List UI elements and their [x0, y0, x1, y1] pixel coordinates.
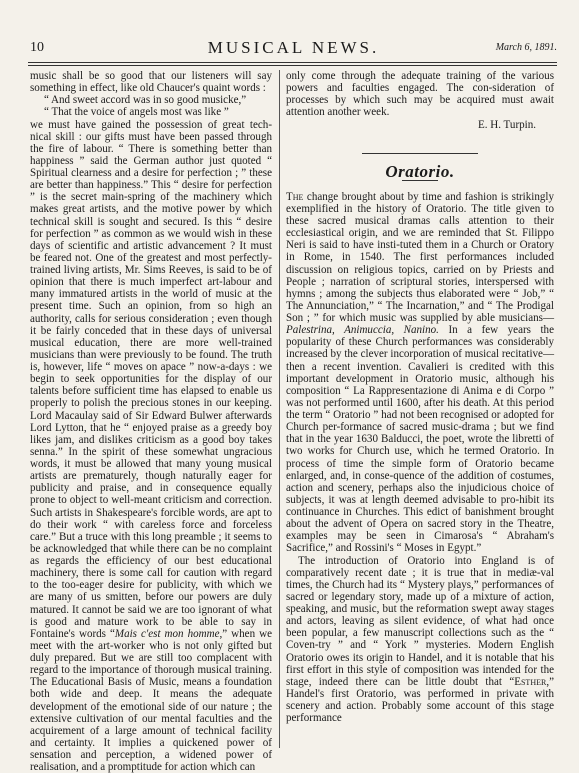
paragraph	[286, 555, 554, 725]
paragraph	[286, 191, 554, 555]
paragraph	[30, 119, 272, 773]
column-divider	[279, 70, 280, 748]
text-run: ,” Handel's first Oratorio, was performed in private with scenery and action. Probably some account of this stage performance	[286, 676, 554, 724]
text-run: we must have gained the possession of great tech-nical skill : our gifts must have been passed through the fire of labour. “ There is something better than happiness ” said the German author just quoted “ Spiritual clearness and a desire for perfection ; ” these are better than happiness.” This “ desire for perfection ” is the secret main-spring of the machinery which makes great artists, and the motive power by which technical skill is sought and secured. Is this “ desire for perfection ” as common as we would wish in these days of scientific and artistic advancement ? It must be feared not. One of the greatest and most perfectly-trained living artists, Mr. Sims Reeves, is said to be of opinion that there is much imperfect art-labour and many immatured artists in the world of music at the present time. Such an opinion, from so high an authority, calls for serious consideration ; even though it be fairly conceded that in these days of universal musical education, there are more well-trained musicians than were previously to be found. The truth is, however, life “ moves on apace ” now-a-days : we begin to seek opportunities for the display of our talents before sufficient time has elapsed to enable us properly to polish the precious stones in our keeping. Lord Macaulay said of Sir Edward Bulwer afterwards Lord Lytton, that he “ enjoyed praise as a greedy boy likes jam, and dislikes criticism as a good boy takes senna.” In the spirit of these somewhat ungracious words, it must be allowed that many young musical artists are prematurely, though naturally eager for publicity and praise, and in consequence equally prone to object to well-meant criticism and correction. Such artists in Shakespeare's forcible words, are apt to do their work “ with careless force and forceless care.” But a truce with this long preamble ; it seems to be acknowledged that while there can be no complaint as regards the efficiency of our best educational machinery, there is some call for caution with regard to the too-eager desire for publicity, with which we are many of us smitten, before our powers are duly matured. It cannot be said we are too ignorant of what is good and mature work to be able to say in Fontaine's words “	[30, 119, 272, 640]
author-signature: E. H. Turpin.	[286, 119, 554, 131]
verse-quote-line: “ And sweet accord was in so good musicke,”	[30, 94, 272, 106]
text-run: The introduction of Oratorio into England is of comparatively recent date ; it is true that in mediæ-val times, the Church had its “ Mystery plays,” performances of sacred or legendary story, made up of a mixture of action, speaking, and music, but the reformation swept away stages and actors, leaving as silent evidence, of what had once been popular, a few manuscript collections such as the “ Coven-try ” and “ York ” mysteries. Modern English Oratorio owes its origin to Handel, and it is notable that his first effort in this style of composition was intended for the stage, indeed there can be little doubt that “	[286, 555, 554, 688]
left-column	[30, 70, 272, 773]
text-run: In a few years the popularity of these Church performances was considerably increased by the clever incorporation of musical recitative—then a recent invention. Cavalieri is credited with this important development in Oratorio music, although his composition “ La Rappresentazione di Anima e di Corpo ” was not performed until 1600, after his death. At this period the term “ Oratorio ” had not been recognised or adopted for Church per-formance of sacred music-drama ; but we find that in the year 1630 Balducci, the poet, wrote the libretti of two works for Church use, which he termed Oratorio. In process of time the simple form of Oratorio became enlarged, and, in conse-quence of the addition of costumes, action and scenery, perhaps also the injudicious choice of subjects, it was at length deemed advisable to pro-hibit its continuance in Churches. This edict of banishment brought about the advent of Opera on sacred story in the Theatre, examples may be seen in Cimarosa's “ Abraham's Sacrifice,” and Rossini's “ Moses in Egypt.”	[286, 324, 554, 554]
italic-phrase: Palestrina, Animuccia, Nanino.	[286, 324, 439, 336]
section-separator	[362, 153, 478, 154]
text-run: ” when we meet with the art-worker who is not only gifted but duly prepared. But we are still too complacent with regard to the importance of thorough musical training. The Educational Basis of Music, means a foundation both wide and deep. It means the adequate development of the emotional side of our nature ; the extensive cultivation of our mental faculties and the acquirement of a large amount of technical facility and certainty. It implies a quickened power of sensation and perception, a widened power of realisation, and a promptitude for action which can	[30, 628, 272, 773]
page-number: 10	[30, 40, 44, 56]
lead-word: The	[286, 191, 303, 203]
paragraph: music shall be so good that our listeners will say something in effect, like old Chaucer's quaint words :	[30, 70, 272, 94]
right-column	[286, 70, 554, 724]
small-caps-title: Esther	[514, 676, 546, 688]
italic-phrase: Mais c'est mon homme,	[115, 628, 222, 640]
verse-quote-line: “ That the voice of angels most was like ”	[30, 106, 272, 118]
masthead-title: MUSICAL NEWS.	[30, 38, 557, 58]
header-rule	[28, 62, 557, 66]
article-heading: Oratorio.	[286, 166, 554, 178]
paragraph: only come through the adequate training of the various powers and faculties engaged. The con-sideration of processes by which such may be acquired must await attention another week.	[286, 70, 554, 119]
text-run: change brought about by time and fashion is strikingly exemplified in the history of Oratorio. The title given to these sacred musical dramas calls attention to their ecclesiastical origin, and we are reminded that St. Filippo Neri is said to have insti-tuted them in a Church or Oratory in Rome, in 1540. The first performances included discussion on religious topics, carried on by Priests and People ; narration of scriptural stories, interspersed with hymns ; among the subjects thus elaborated were “ Job,” “ The Annunciation,” “ The Incarnation,” and “ The Prodigal Son ; ” for which music was supplied by able musicians—	[286, 191, 554, 324]
issue-date: March 6, 1891.	[496, 42, 557, 53]
page-header	[30, 38, 557, 60]
